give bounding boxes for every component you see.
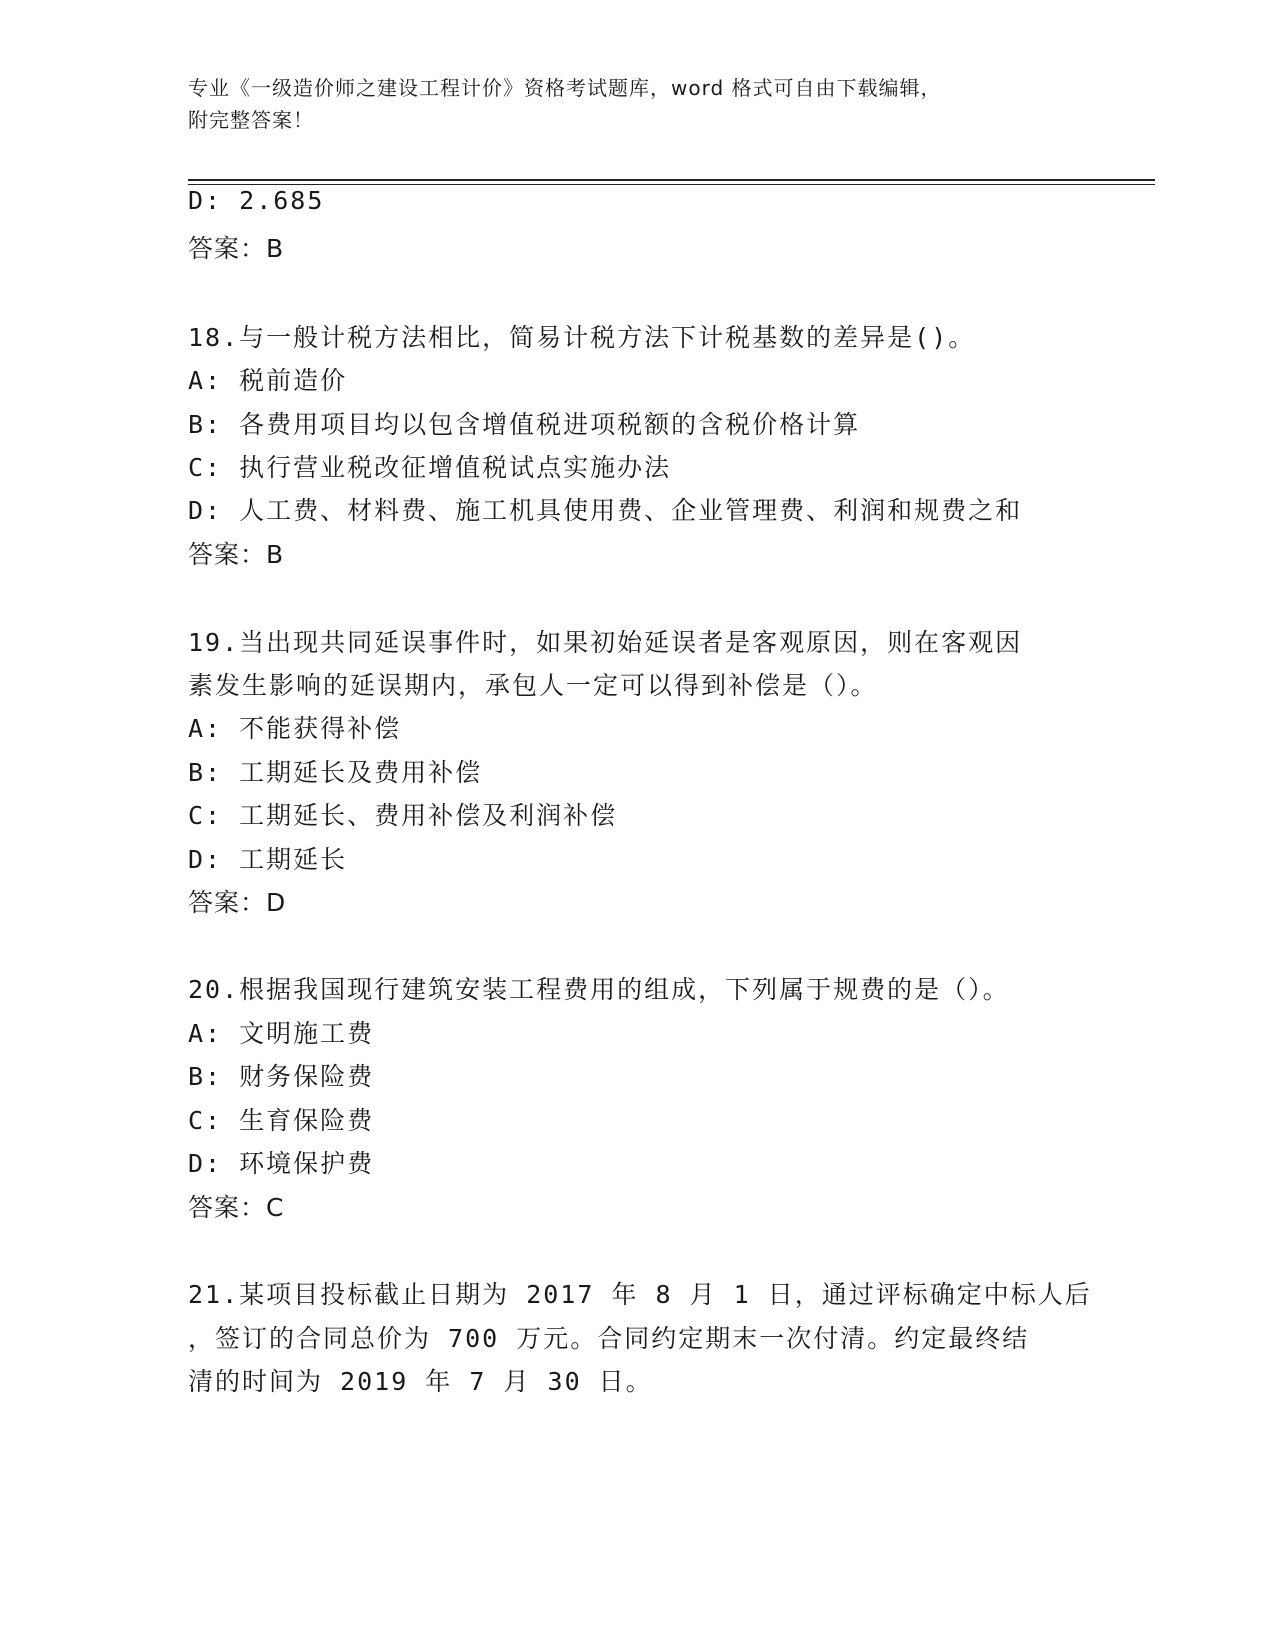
q19-option-d: D: 工期延长 [188, 845, 348, 874]
q20-option-c: C: 生育保险费 [188, 1106, 375, 1135]
prev-option-d: D: 2.685 [188, 186, 325, 215]
page-header [188, 72, 1068, 136]
q18-option-d: D: 人工费、材料费、施工机具使用费、企业管理费、利润和规费之和 [188, 496, 1023, 525]
q21-stem-line-3: 清的时间为 2019 年 7 月 30 日。 [188, 1367, 653, 1396]
header-line-2: 附完整答案！ [188, 108, 314, 132]
q19-stem-line-2: 素发生影响的延误期内，承包人一定可以得到补偿是（）。 [188, 671, 878, 700]
q19-option-c: C: 工期延长、费用补偿及利润补偿 [188, 801, 618, 830]
prev-answer: 答案：B [188, 234, 285, 263]
q20-option-b: B: 财务保险费 [188, 1062, 375, 1091]
q18-option-b: B: 各费用项目均以包含增值税进项税额的含税价格计算 [188, 410, 861, 439]
q18-option-a: A: 税前造价 [188, 366, 348, 395]
q19-option-a: A: 不能获得补偿 [188, 714, 402, 743]
q19-option-b: B: 工期延长及费用补偿 [188, 758, 483, 787]
header-divider-thin [188, 184, 1155, 185]
q20-answer: 答案：C [188, 1193, 285, 1222]
q18-option-c: C: 执行营业税改征增值税试点实施办法 [188, 453, 672, 482]
q20-option-a: A: 文明施工费 [188, 1019, 375, 1048]
q21-stem-line-1: 21.某项目投标截止日期为 2017 年 8 月 1 日，通过评标确定中标人后 [188, 1280, 1092, 1309]
header-line-1: 专业《一级造价师之建设工程计价》资格考试题库，word 格式可自由下载编辑， [188, 76, 942, 100]
header-divider-thick [188, 179, 1155, 181]
q19-stem-line-1: 19.当出现共同延误事件时，如果初始延误者是客观原因，则在客观因 [188, 628, 1023, 657]
q20-stem: 20.根据我国现行建筑安装工程费用的组成，下列属于规费的是（）。 [188, 975, 1010, 1004]
q18-stem: 18.与一般计税方法相比，简易计税方法下计税基数的差异是()。 [188, 323, 976, 352]
q21-stem-line-2: ，签订的合同总价为 700 万元。合同约定期末一次付清。约定最终结 [188, 1324, 1030, 1353]
q19-answer: 答案：D [188, 888, 287, 917]
q18-answer: 答案：B [188, 540, 285, 569]
q20-option-d: D: 环境保护费 [188, 1149, 375, 1178]
